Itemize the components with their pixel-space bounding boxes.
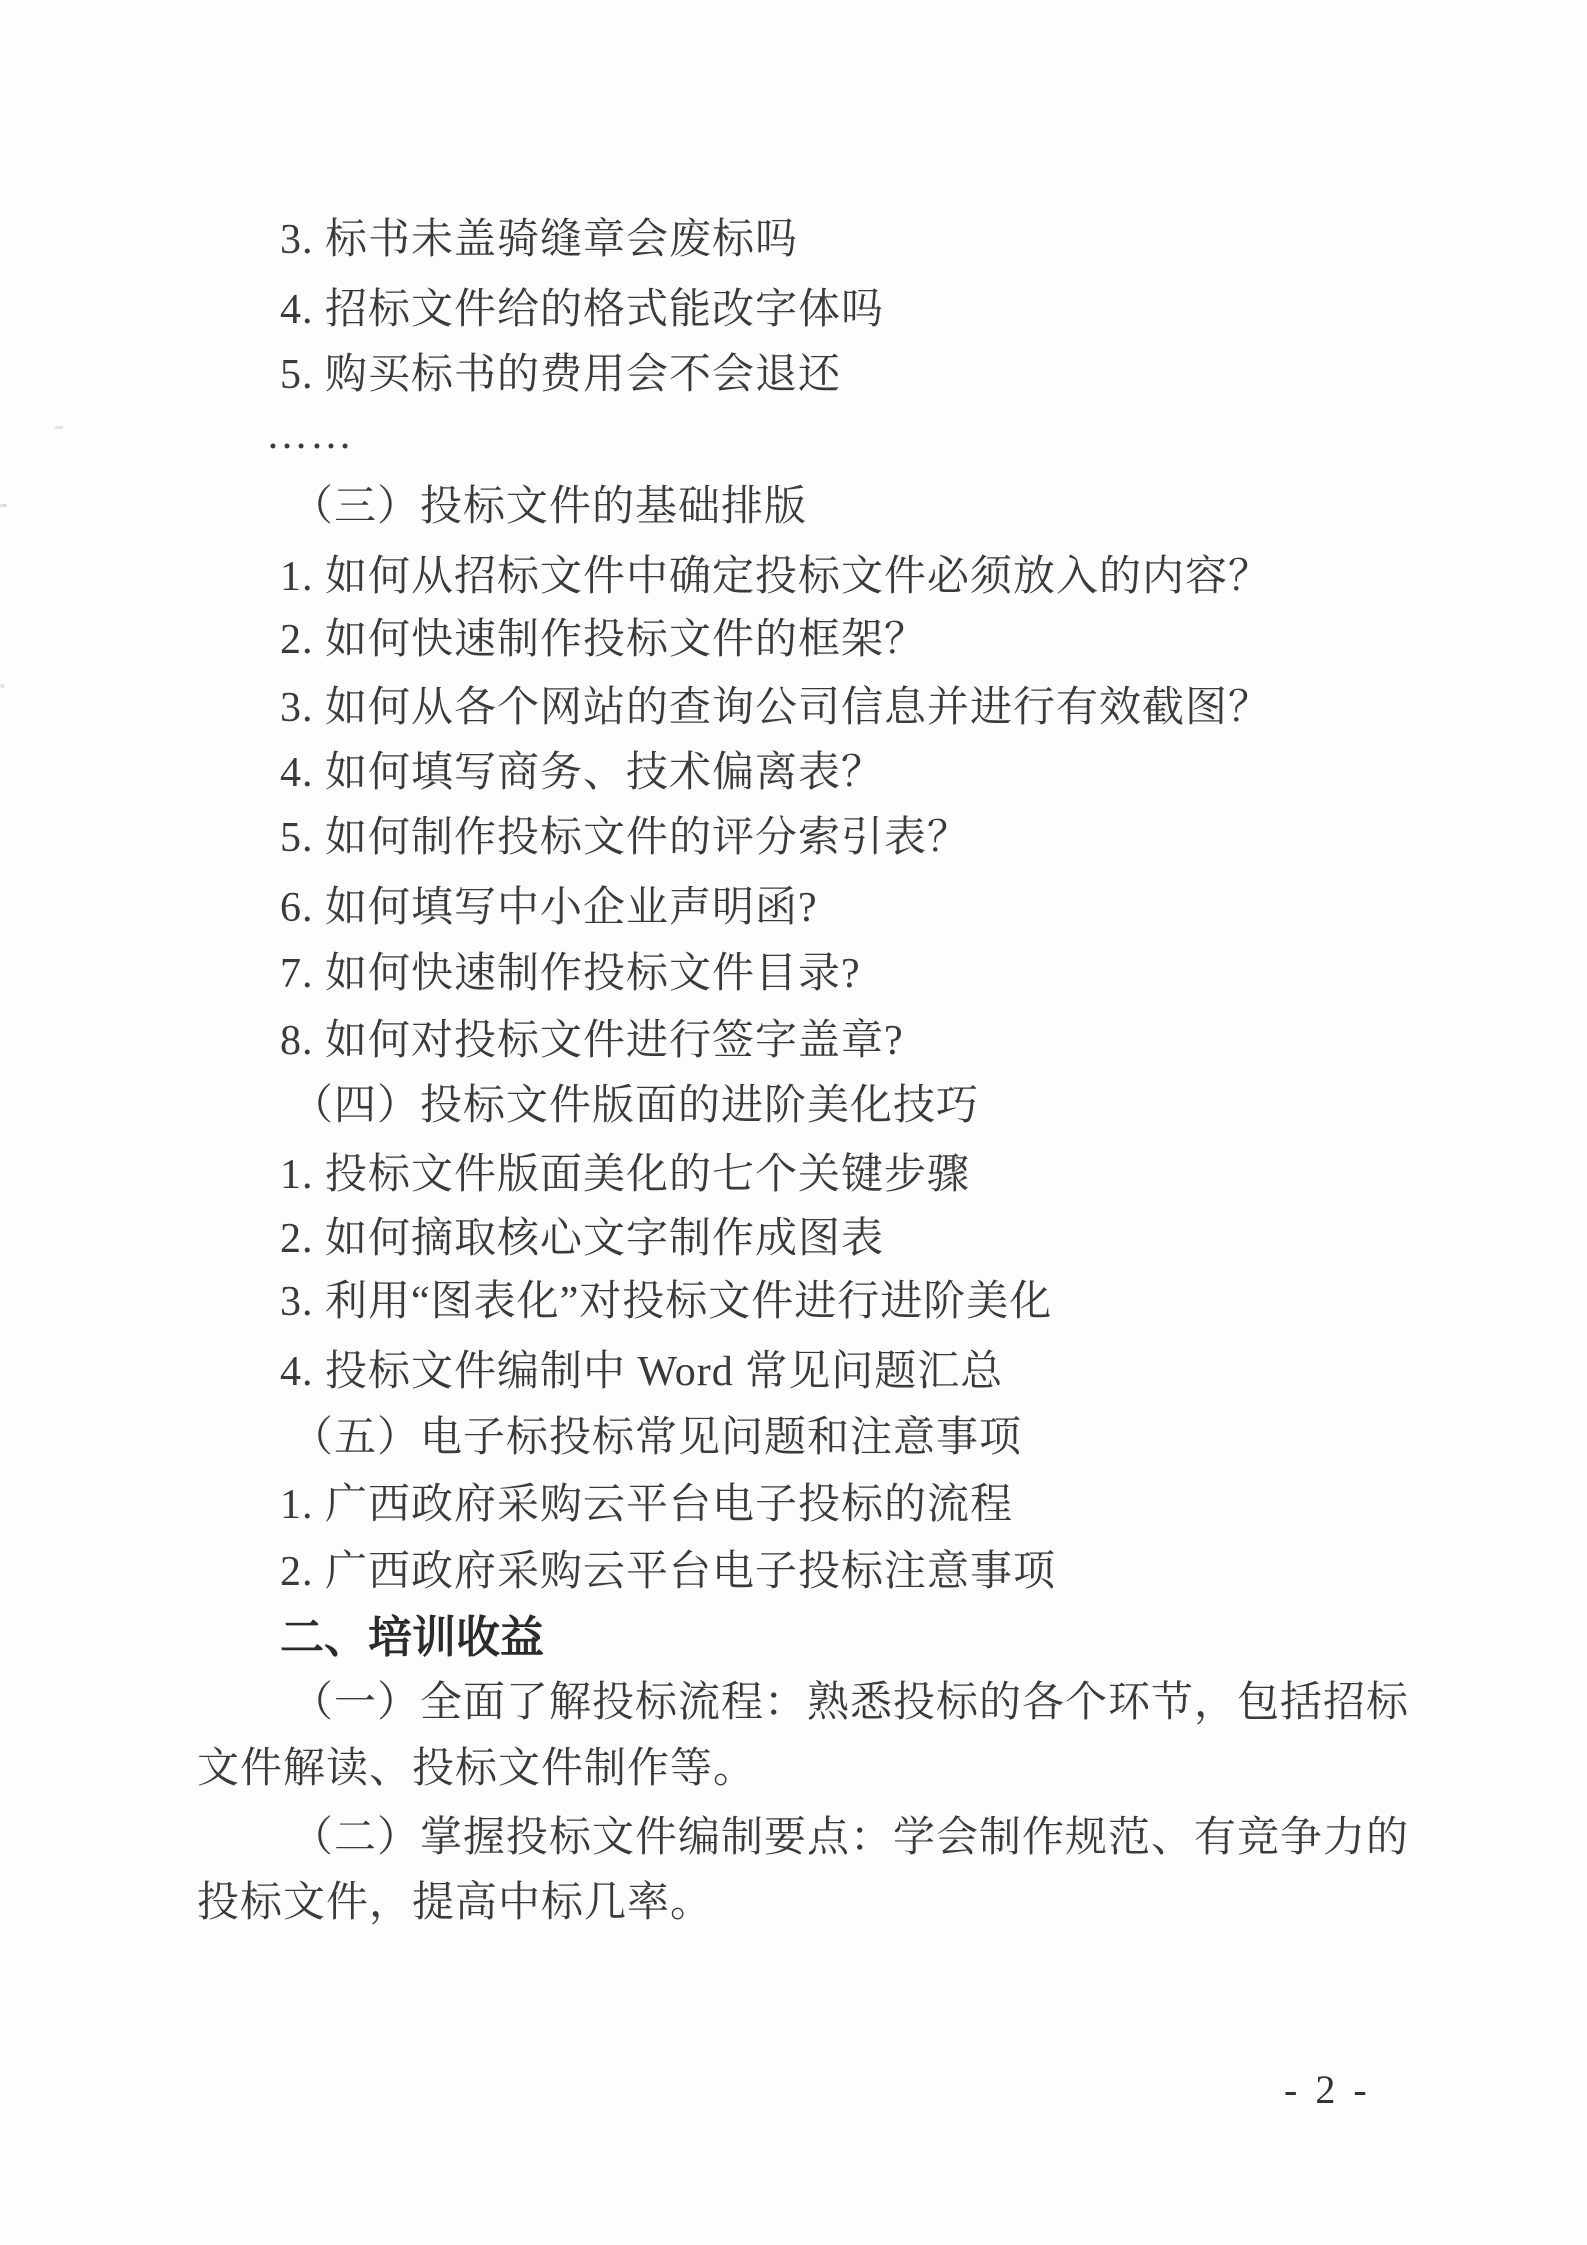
list-item-s3-2: 2. 如何快速制作投标文件的框架？: [280, 617, 928, 663]
list-item-s5-2: 2. 广西政府采购云平台电子投标注意事项: [280, 1549, 1057, 1595]
benefit-2-line-2: 投标文件，提高中标几率。: [197, 1880, 714, 1926]
section-heading-4: （四）投标文件版面的进阶美化技巧: [291, 1083, 980, 1129]
section-heading-5: （五）电子标投标常见问题和注意事项: [291, 1415, 1023, 1461]
list-item-s4-4: 4. 投标文件编制中 Word 常见问题汇总: [280, 1349, 1004, 1395]
section-heading-3: （三）投标文件的基础排版: [291, 484, 808, 530]
list-item-s3-4: 4. 如何填写商务、技术偏离表？: [280, 750, 885, 796]
list-item-s3-1: 1. 如何从招标文件中确定投标文件必须放入的内容？: [280, 554, 1272, 600]
list-item-q3: 3. 标书未盖骑缝章会废标吗: [280, 217, 799, 263]
scan-artifact: [55, 426, 63, 429]
list-item-s3-6: 6. 如何填写中小企业声明函?: [280, 885, 818, 931]
list-item-s3-8: 8. 如何对投标文件进行签字盖章?: [280, 1018, 904, 1064]
scan-artifact: [0, 504, 7, 507]
scan-artifact: [0, 684, 5, 688]
list-item-s3-7: 7. 如何快速制作投标文件目录?: [280, 951, 861, 997]
list-item-s3-5: 5. 如何制作投标文件的评分索引表？: [280, 815, 971, 861]
benefit-2-line-1: （二）掌握投标文件编制要点：学会制作规范、有竞争力的: [291, 1815, 1410, 1861]
benefit-1-line-1: （一）全面了解投标流程：熟悉投标的各个环节，包括招标: [291, 1680, 1410, 1726]
list-item-s3-3: 3. 如何从各个网站的查询公司信息并进行有效截图？: [280, 685, 1272, 731]
list-item-s5-1: 1. 广西政府采购云平台电子投标的流程: [280, 1482, 1014, 1528]
list-item-q4: 4. 招标文件给的格式能改字体吗: [280, 287, 885, 333]
benefit-1-line-2: 文件解读、投标文件制作等。: [197, 1746, 757, 1792]
list-item-s4-3: 3. 利用“图表化”对投标文件进行进阶美化: [280, 1279, 1053, 1325]
list-item-s4-1: 1. 投标文件版面美化的七个关键步骤: [280, 1152, 971, 1198]
list-item-q5: 5. 购买标书的费用会不会退还: [280, 352, 842, 398]
list-item-s4-2: 2. 如何摘取核心文字制作成图表: [280, 1216, 885, 1262]
page-number: - 2 -: [1284, 2067, 1371, 2112]
ellipsis-continuation: ……: [266, 412, 354, 458]
chapter-heading-benefits: 二、培训收益: [280, 1613, 544, 1662]
